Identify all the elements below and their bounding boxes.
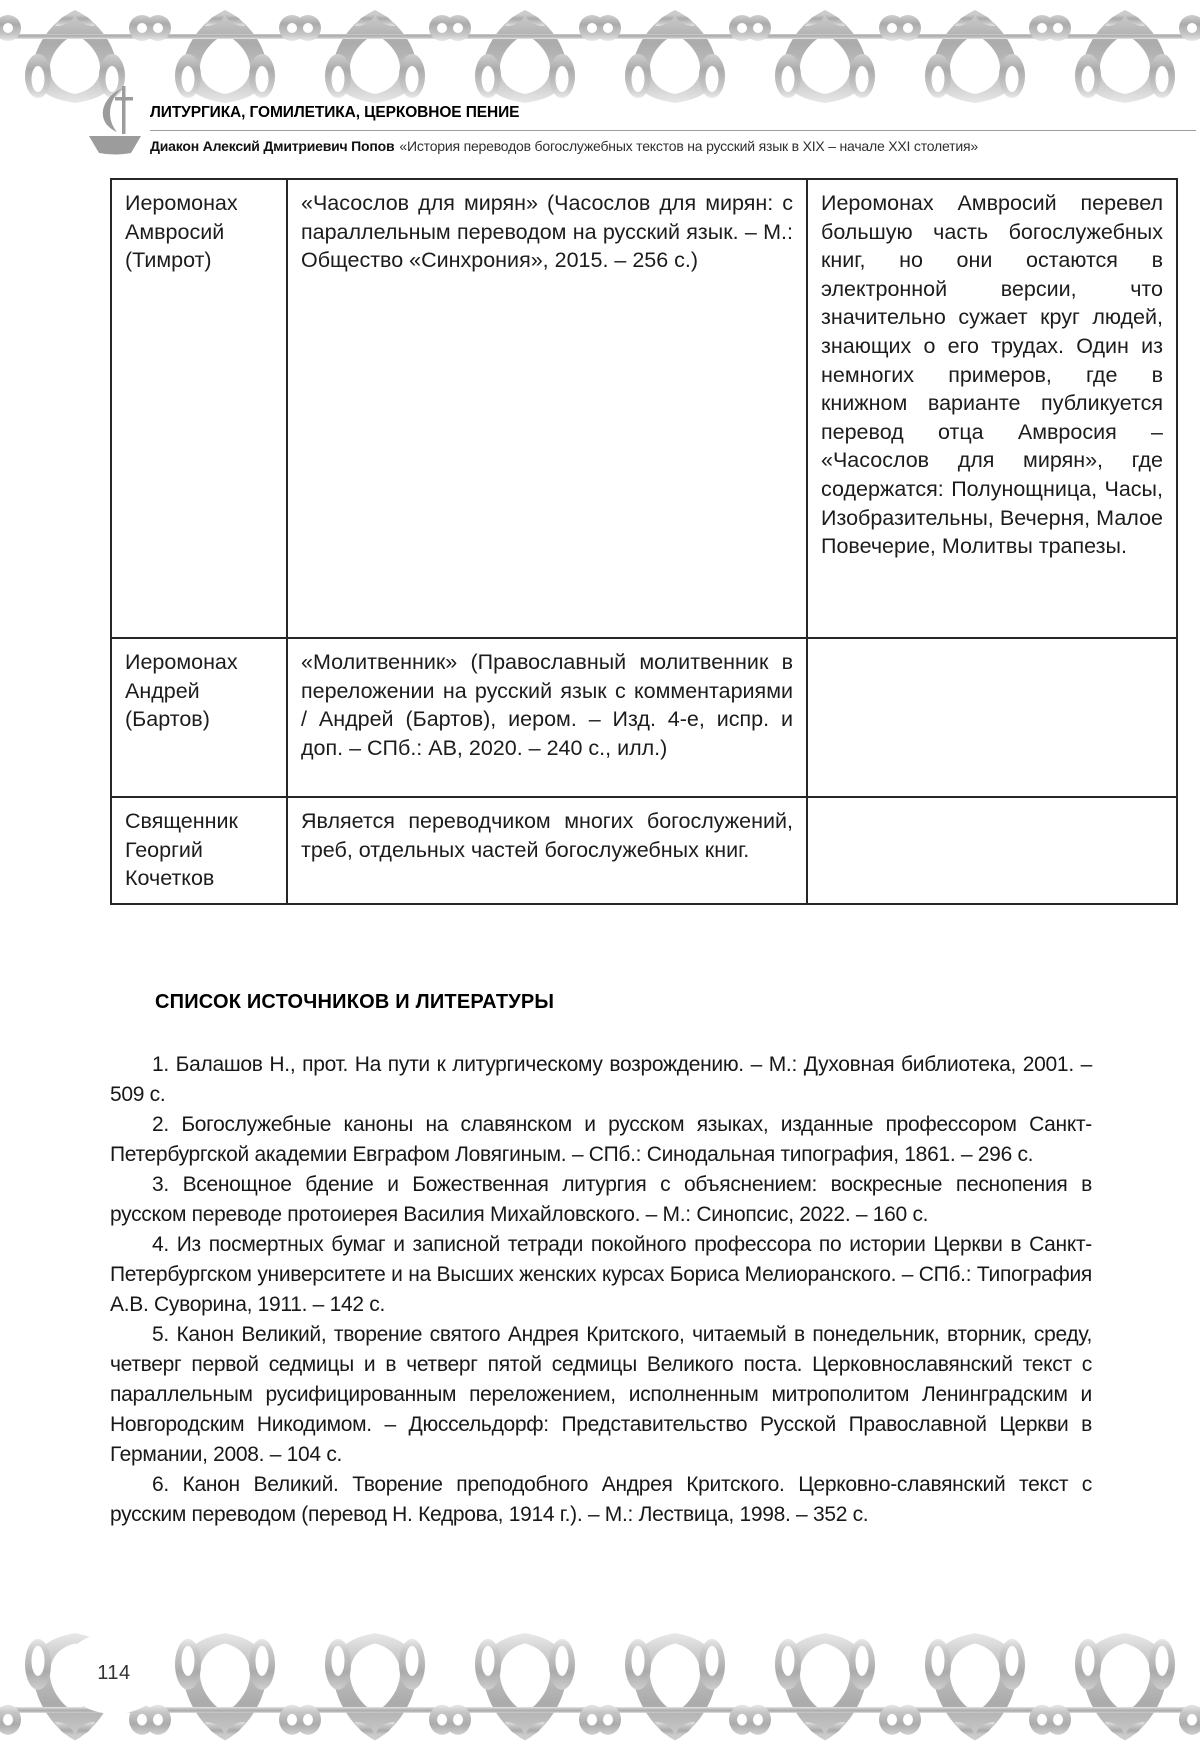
bibliography-heading: СПИСОК ИСТОЧНИКОВ И ЛИТЕРАТУРЫ	[155, 990, 555, 1013]
ship-icon	[86, 84, 144, 162]
cell-note: Иеромонах Амвросий перевел большую часть богослужебных книг, но они остаются в электронной версии, что значительно сужает круг людей, знающих о его трудах. Один из немногих примеров, где в книжном варианте публикуется перевод отца Амвросия – «Часослов для мирян», где содержатся: Полунощница, Часы, Изобразительны, Вечерня, Малое Повечерие, Молитвы трапезы.	[807, 179, 1177, 638]
header-text	[150, 104, 1196, 154]
cell-translator: Иеромонах Андрей (Бартов)	[111, 638, 287, 797]
page-content	[110, 178, 1163, 1530]
cell-work: Является переводчиком многих богослужений, треб, отдельных частей богослужебных книг.	[287, 797, 807, 904]
bibliography-item: 3. Всенощное бдение и Божественная литургия с объяснением: воскресные песнопения в русском переводе протоиерея Василия Михайловского. – М.: Синопсис, 2022. – 160 с.	[110, 1172, 1092, 1226]
bibliography-item: 5. Канон Великий, творение святого Андрея Критского, читаемый в понедельник, вторник, среду, четверг первой седмицы и в четверг пятой седмицы Великого поста. Церковнославянский текст с параллельным русифицированным переложением, исполненным митрополитом Ленинградским и Новгородским Никодимом. – Дюссельдорф: Представительство Русской Православной Церкви в Германии, 2008. – 104 с.	[110, 1322, 1092, 1466]
article-title: «История переводов богослужебных текстов на русский язык в XIX – начале XXI столетия»	[399, 138, 978, 154]
table-row	[111, 797, 1177, 904]
ornament-border-bottom	[0, 1632, 1200, 1752]
cell-work: «Молитвенник» (Православный молитвенник в переложении на русский язык с комментариями / Андрей (Бартов), иером. – Изд. 4-е, испр. и доп. – СПб.: АВ, 2020. – 240 с., илл.)	[287, 638, 807, 797]
article-subtitle	[150, 130, 1196, 154]
cell-note	[807, 638, 1177, 797]
page-number: 114	[97, 1661, 131, 1684]
cell-work: «Часослов для мирян» (Часослов для мирян: с параллельным переводом на русский язык. – М.: Общество «Синхрония», 2015. – 256 с.)	[287, 179, 807, 638]
page-number-badge	[62, 1632, 166, 1714]
bibliography-list	[110, 1050, 1092, 1530]
cell-note	[807, 797, 1177, 904]
cell-translator: Священник Георгий Кочетков	[111, 797, 287, 904]
cell-translator: Иеромонах Амвросий (Тимрот)	[111, 179, 287, 638]
table-row	[111, 638, 1177, 797]
bibliography-item: 6. Канон Великий. Творение преподобного Андрея Критского. Церковно-славянский текст с русским переводом (перевод Н. Кедрова, 1914 г.). – М.: Лествица, 1998. – 352 с.	[110, 1472, 1092, 1526]
bibliography-item: 2. Богослужебные каноны на славянском и русском языках, изданные профессором Санкт-Петербургской академии Евграфом Ловягиным. – СПб.: Синодальная типография, 1861. – 296 с.	[110, 1112, 1092, 1166]
bibliography-item: 4. Из посмертных бумаг и записной тетради покойного профессора по истории Церкви в Санкт-Петербургском университете и на Высших женских курсах Бориса Мелиоранского. – СПб.: Типография А.В. Суворина, 1911. – 142 с.	[110, 1232, 1092, 1316]
table-row	[111, 179, 1177, 638]
translators-table	[110, 178, 1178, 905]
ornament-border-top	[0, 0, 1200, 104]
bibliography-item: 1. Балашов Н., прот. На пути к литургическому возрождению. – М.: Духовная библиотека, 2001. – 509 с.	[110, 1052, 1092, 1106]
rubric-title: ЛИТУРГИКА, ГОМИЛЕТИКА, ЦЕРКОВНОЕ ПЕНИЕ	[150, 104, 520, 121]
author-name: Диакон Алексий Дмитриевич Попов	[150, 138, 395, 154]
